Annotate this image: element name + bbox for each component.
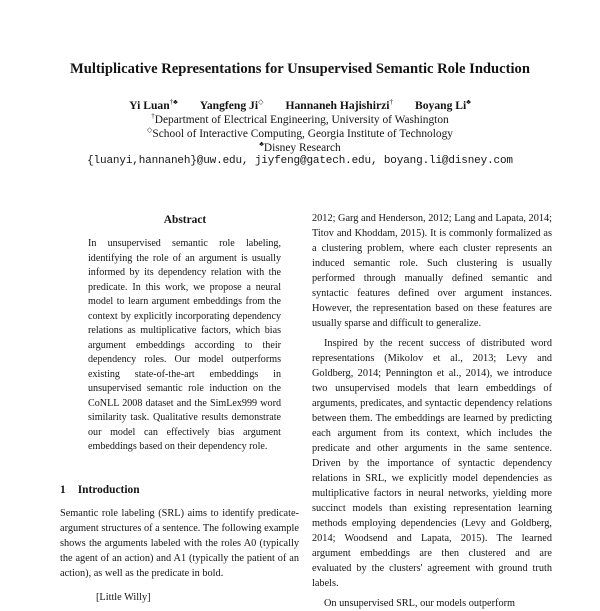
affiliation: ♣Disney Research — [259, 140, 341, 154]
section-number: 1 — [60, 484, 66, 496]
author: Hannaneh Hajishirzi† — [285, 98, 393, 112]
paragraph: On unsupervised SRL, our models outperform — [324, 598, 516, 609]
affiliation: †Department of Electrical Engineering, University of Washington — [151, 112, 449, 126]
author: Boyang Li♣ — [415, 98, 471, 112]
section-heading — [60, 484, 140, 496]
affiliation: ◇School of Interactive Computing, Georgia Institute of Technology — [147, 126, 453, 140]
example-sentence: [Little Willy] — [96, 592, 151, 603]
paragraph: 2012; Garg and Henderson, 2012; Lang and Lapata, 2014; Titov and Khoddam, 2015). It is commonly formalized as a clustering problem, where each cluster represents an induced semantic role. Such clustering is usually performed through manually defined semantic and syntactic features defined over argument instances. However, the representation based on these features are usually sparse and difficult to generalize. — [312, 213, 553, 329]
abstract-text: In unsupervised semantic role labeling, identifying the role of an argument is usually informed by its dependency relation with the predicate. In this work, we propose a neural model to learn argument embeddings from the context by explicitly incorporating dependency relations as multiplicative factors, which bias argument embeddings according to their dependency roles. Our model outperforms existing state-of-the-art embeddings in unsupervised semantic role induction on the CoNLL 2008 dataset and the SimLex999 word similarity task. Qualitative results demonstrate our model can effectively bias argument embeddings based on their dependency role. — [88, 238, 281, 452]
author-emails: {luanyi,hannaneh}@uw.edu, jiyfeng@gatech.edu, boyang.li@disney.com — [87, 155, 513, 167]
intro-paragraph: Semantic role labeling (SRL) aims to identify predicate-argument structures of a sentence. The following example shows the arguments labeled with the roles A0 (typically the agent of an action) and A1 (typically the patient of an action), as well as the predicate in bold. — [60, 508, 299, 579]
paper-title: Multiplicative Representations for Unsupervised Semantic Role Induction — [70, 61, 530, 77]
author: Yi Luan†♣ — [129, 98, 178, 112]
abstract-heading: Abstract — [163, 214, 207, 226]
right-column — [312, 211, 552, 611]
author-list — [0, 98, 600, 112]
section-title: Introduction — [77, 484, 140, 496]
author: Yangfeng Ji◇ — [199, 98, 264, 112]
paragraph: Inspired by the recent success of distributed word representations (Mikolov et al., 2013; Levy and Goldberg, 2014; Pennington et al., 2014), we introduce two unsupervised models that learn embeddings of arguments, predicates, and syntactic dependency relations between them. The embeddings are learned by predicting each argument from its context, which includes the predicate and other arguments in the same sentence. Driven by the importance of syntactic dependency relations in SRL, we explicitly model dependencies as multiplicative factors in neural networks, yielding more succinct models than existing representation learning methods employing dependencies (Levy and Goldberg, 2014; Woodsend and Lapata, 2015). The learned argument embeddings are then clustered and are evaluated by the clusters' agreement with ground truth labels. — [312, 338, 552, 589]
